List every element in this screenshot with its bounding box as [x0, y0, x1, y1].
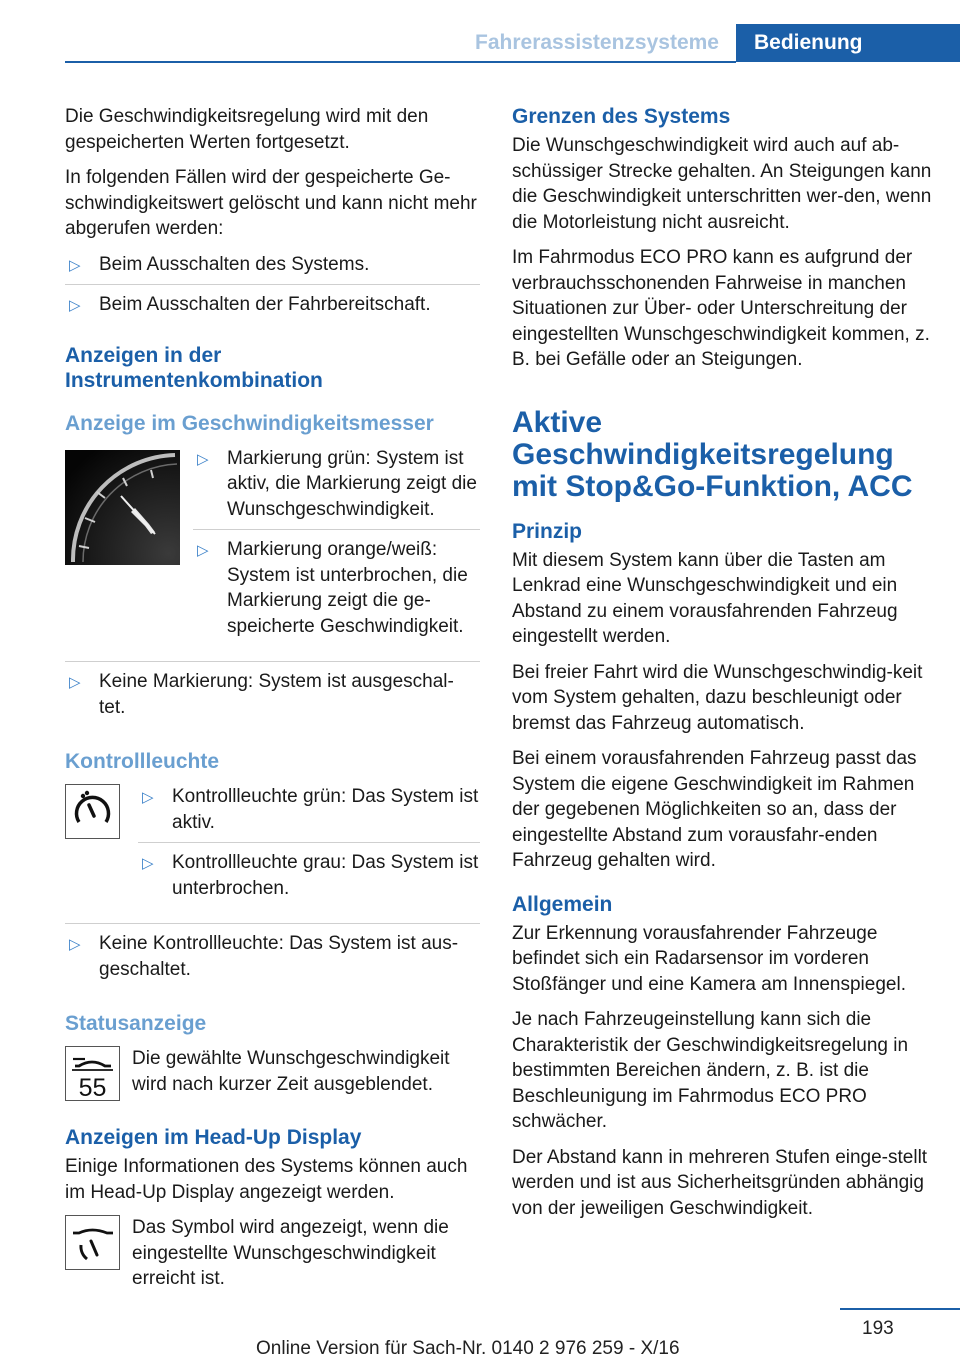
status-text: Die gewählte Wunschgeschwindigkeit wird nach kurzer Zeit ausgeblendet.	[132, 1048, 450, 1095]
list-item: ▷ Keine Markierung: System ist ausgeschal‐tet.	[69, 671, 454, 718]
indicator-figure-row	[65, 784, 480, 915]
page-number: 193	[862, 1318, 894, 1339]
paragraph: Im Fahrmodus ECO PRO kann es aufgrund der verbrauchsschonenden Fahrweise in manchen Situationen zur Über- oder Unterschreitung der eingestellten Wunschgeschwindigkeit kommen, z. B. bei Gefälle oder an Steigungen.	[512, 247, 930, 370]
triangle-right-icon: ▷	[69, 256, 81, 274]
paragraph: Mit diesem System kann über die Tasten am Lenkrad eine Wunschgeschwindigkeit und ein Abstand zu einem vorausfahrenden Fahrzeug eingestellt werden.	[512, 549, 898, 647]
footer-rule	[840, 1308, 960, 1310]
paragraph: Zur Erkennung vorausfahrender Fahrzeuge befindet sich ein Radarsensor im vorderen Stoßfänger und eine Kamera am Innenspiegel.	[512, 922, 906, 995]
header-tab: Bedienung	[736, 24, 960, 62]
paragraph: Bei einem vorausfahrenden Fahrzeug passt das System die eigene Geschwindigkeit im Rahmen der gegebenen Möglichkeiten so an, dass der eingestellte Abstand zum vorausfahr‐enden Fahrzeug gehalten wird.	[512, 748, 917, 871]
bullet-list	[138, 784, 480, 908]
speedometer-image	[65, 450, 180, 565]
paragraph: Einige Informationen des Systems können auch im Head-Up Display angezeigt werden.	[65, 1156, 468, 1203]
subsection-heading: Anzeige im Geschwindigkeitsmesser	[65, 411, 434, 435]
list-item: ▷ Kontrollleuchte grün: Das System ist aktiv.	[138, 784, 480, 843]
section-heading: Prinzip	[512, 519, 583, 543]
triangle-right-icon: ▷	[197, 450, 209, 468]
triangle-right-icon: ▷	[69, 936, 81, 953]
bullet-list	[193, 446, 480, 647]
cruise-control-icon	[65, 784, 120, 839]
hud-text: Das Symbol wird angezeigt, wenn die eingestellte Wunschgeschwindigkeit erreicht ist.	[132, 1217, 449, 1289]
list-item: ▷ Keine Kontrollleuchte: Das System ist aus‐geschaltet.	[69, 933, 459, 980]
right-column	[512, 104, 932, 1231]
section-heading: Allgemein	[512, 892, 613, 916]
hud-figure-row	[65, 1215, 480, 1292]
triangle-right-icon: ▷	[142, 855, 154, 872]
hud-cruise-icon	[65, 1215, 120, 1270]
list-item: ▷ Markierung grün: System ist aktiv, die Markierung zeigt die Wunschgeschwindigkeit.	[193, 446, 480, 531]
paragraph: Bei freier Fahrt wird die Wunschgeschwindig‐keit vom System gehalten, dazu beschleunigt oder bremst das Fahrzeug automatisch.	[512, 661, 923, 734]
paragraph: In folgenden Fällen wird der gespeicherte Ge‐schwindigkeitswert gelöscht und kann nicht mehr abgerufen werden:	[65, 167, 477, 239]
section-heading: Anzeigen in der Instrumentenkombination	[65, 343, 323, 392]
header-rule	[65, 61, 736, 63]
triangle-right-icon: ▷	[69, 297, 81, 314]
paragraph: Der Abstand kann in mehreren Stufen einge‐stellt werden und ist aus Sicherheitsgründen abhängig von der jeweiligen Geschwindigkeit.	[512, 1146, 928, 1219]
svg-text:55: 55	[78, 1074, 107, 1101]
bullet-list	[65, 923, 480, 989]
paragraph: Die Wunschgeschwindigkeit wird auch auf ab‐schüssiger Strecke gehalten. An Steigungen kann die Geschwindigkeit unterschritten wer‐den, wenn die Motorleistung nicht ausreicht.	[512, 135, 932, 233]
footer-version: Online Version für Sach-Nr. 0140 2 976 259 - X/16	[256, 1338, 680, 1359]
bullet-list	[65, 661, 480, 727]
header-section-title: Fahrerassistenzsysteme	[475, 31, 719, 54]
subsection-heading: Kontrollleuchte	[65, 750, 220, 773]
triangle-right-icon: ▷	[69, 674, 81, 691]
chapter-heading: Aktive Geschwindigkeitsregelung mit Stop&Go-Funktion, ACC	[512, 405, 913, 503]
section-heading: Grenzen des Systems	[512, 105, 731, 128]
bullet-list	[65, 252, 480, 325]
status-figure-row	[65, 1046, 480, 1101]
paragraph: Je nach Fahrzeugeinstellung kann sich die Charakteristik der Geschwindigkeitsregelung in bestimmten Bereichen ändern, z. B. ist die Beschleunigung im Fahrmodus ECO PRO schwächer.	[512, 1009, 909, 1132]
status-speed-icon	[65, 1046, 120, 1101]
speedometer-figure-row	[65, 446, 480, 654]
list-item: ▷ Beim Ausschalten der Fahrbereitschaft.	[65, 292, 480, 325]
list-item: ▷ Beim Ausschalten des Systems.	[65, 252, 480, 286]
left-column	[65, 104, 480, 1300]
triangle-right-icon: ▷	[142, 789, 154, 806]
subsection-heading: Statusanzeige	[65, 1012, 207, 1035]
paragraph: Die Geschwindigkeitsregelung wird mit den gespeicherten Werten fortgesetzt.	[65, 106, 429, 153]
list-item: ▷ Kontrollleuchte grau: Das System ist unterbrochen.	[142, 852, 479, 899]
section-heading: Anzeigen im Head-Up Display	[65, 1126, 362, 1149]
list-item: ▷ Markierung orange/weiß: System ist unterbrochen, die Markierung zeigt die ge‐speicherte Geschwindigkeit.	[197, 539, 468, 637]
triangle-right-icon: ▷	[197, 542, 209, 559]
